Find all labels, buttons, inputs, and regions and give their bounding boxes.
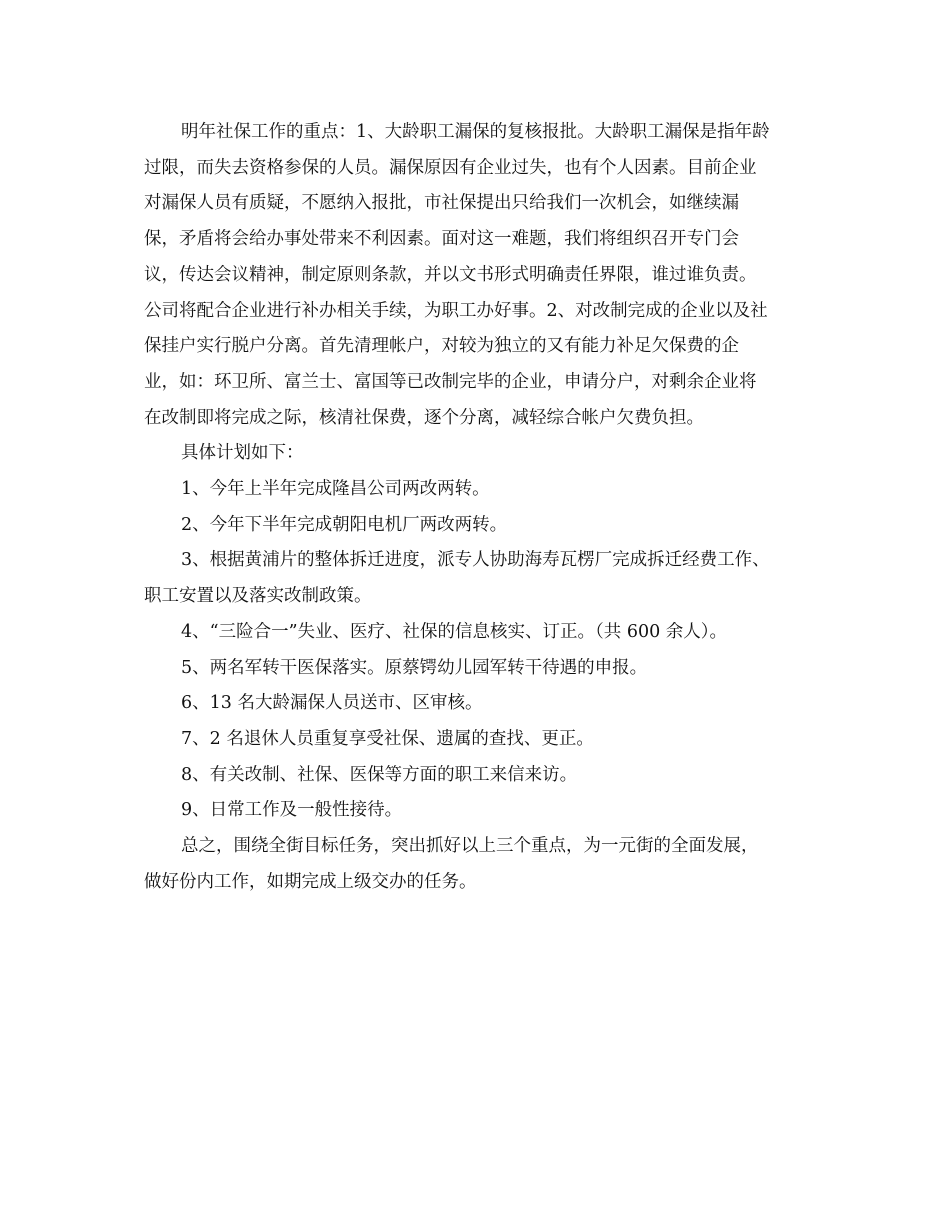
plan-item-line: 5、两名军转干医保落实。原蔡锷幼儿园军转干待遇的申报。 — [181, 657, 648, 678]
plan-item-line: 1、今年上半年完成隆昌公司两改两转。 — [181, 479, 490, 500]
text-line: 对漏保人员有质疑，不愿纳入报批，市社保提出只给我们一次机会，如继续漏 — [144, 193, 739, 214]
text-line: 总之，围绕全街目标任务，突出抓好以上三个重点，为一元街的全面发展， — [181, 836, 759, 857]
plan-item-1 — [144, 472, 816, 508]
plan-item-line: 6、13 名大龄漏保人员送市、区审核。 — [181, 693, 483, 714]
plan-item-7 — [144, 722, 816, 758]
plan-item-line: 3、根据黄浦片的整体拆迁进度，派专人协助海寿瓦楞厂完成拆迁经费工作、 — [181, 550, 770, 571]
plan-item-3 — [144, 543, 816, 614]
plan-item-line: 8、有关改制、社保、医保等方面的职工来信来访。 — [181, 764, 578, 785]
text-line: 保，矛盾将会给办事处带来不利因素。面对这一难题，我们将组织召开专门会 — [144, 229, 739, 250]
text-line: 业，如：环卫所、富兰士、富国等已改制完毕的企业，申请分户，对剩余企业将 — [144, 371, 757, 392]
text-line: 过限，而失去资格参保的人员。漏保原因有企业过失，也有个人因素。目前企业 — [144, 157, 757, 178]
plan-item-9 — [144, 793, 816, 829]
plan-heading — [144, 436, 816, 472]
document-body — [144, 115, 816, 900]
intro-paragraph — [144, 115, 816, 436]
plan-item-line: 7、2 名退休人员重复享受社保、遗属的查找、更正。 — [181, 728, 594, 749]
plan-item-4 — [144, 615, 816, 651]
plan-item-5 — [144, 651, 816, 687]
text-line: 保挂户实行脱户分离。首先清理帐户，对较为独立的又有能力补足欠保费的企 — [144, 336, 739, 357]
plan-item-line: 4、“三险合一”失业、医疗、社保的信息核实、订正。（共 600 余人）。 — [181, 621, 728, 642]
text-line: 在改制即将完成之际，核清社保费，逐个分离，减轻综合帐户欠费负担。 — [144, 407, 704, 428]
plan-item-8 — [144, 758, 816, 794]
text-line: 公司将配合企业进行补办相关手续，为职工办好事。2、对改制完成的企业以及社 — [144, 300, 768, 321]
conclusion-paragraph — [144, 829, 816, 900]
plan-item-6 — [144, 686, 816, 722]
plan-item-line: 2、今年下半年完成朝阳电机厂两改两转。 — [181, 514, 508, 535]
text-line: 做好份内工作，如期完成上级交办的任务。 — [144, 871, 477, 892]
plan-item-line: 职工安置以及落实改制政策。 — [144, 586, 372, 607]
plan-item-line: 9、日常工作及一般性接待。 — [181, 800, 403, 821]
plan-item-2 — [144, 508, 816, 544]
text-line: 议，传达会议精神，制定原则条款，并以文书形式明确责任界限，谁过谁负责。 — [144, 264, 757, 285]
plan-heading-text: 具体计划如下： — [181, 443, 304, 464]
text-line: 明年社保工作的重点：1、大龄职工漏保的复核报批。大龄职工漏保是指年龄 — [181, 122, 770, 142]
